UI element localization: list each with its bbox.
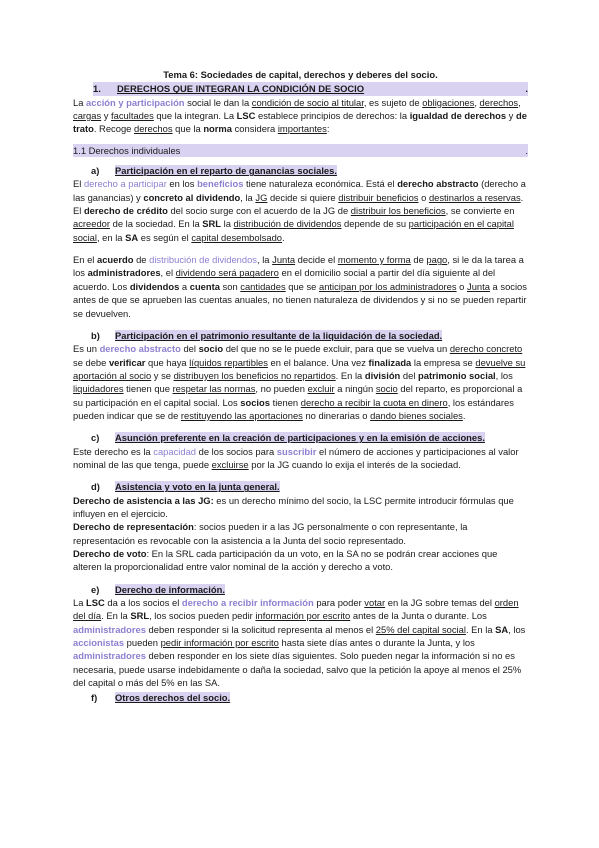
subheading-e: e) Derecho de información. — [91, 583, 225, 595]
subsection-heading-1-1 — [73, 144, 528, 157]
subheading-d: d) Asistencia y voto en la junta general. — [91, 481, 280, 493]
paragraph-d-representacion: Derecho de representación: socios pueden ir a las JG personalmente o con representante, la representación es revocable con la asistencia a la Junta del socio representado. — [73, 521, 468, 546]
subheading-b: b) Participación en el patrimonio resultante de la liquidación de la sociedad. — [91, 329, 443, 341]
paragraph-d-asistencia: Derecho de asistencia a las JG: es un derecho mínimo del socio, la LSC permite introducir fórmulas que influyen en el ejercicio. — [73, 494, 514, 519]
subheading-a: a) Participación en el reparto de ganancias sociales. — [91, 165, 337, 177]
intro-paragraph: La acción y participación social le dan la condición de socio al titular, es sujeto de obligaciones, derechos, cargas y facultades que la integran. La LSC establece principios de derechos: la igualdad de derechos y de trato. Recoge derechos que la norma considera importantes: — [73, 96, 527, 135]
subsection-title: 1.1 Derechos individuales — [73, 144, 181, 156]
page-title: Tema 6: Sociedades de capital, derechos y deberes del socio. — [163, 69, 438, 80]
paragraph-a-2: En el acuerdo de distribución de dividendos, la Junta decide el momento y forma de pago, si le da la tarea a los administradores, el dividendo será pagadero en el domicilio social a partir del día siguiente al del acuerdo. Los dividendos a cuenta son cantidades que se anticipan por los administradores o Junta a socios antes de que se aprueben las cuentas anuales, no tienen naturaleza de dividendos y si no se pueden repartir se devuelven. — [73, 254, 527, 319]
section-number: 1. — [93, 83, 101, 95]
subsection-dot: . — [525, 144, 528, 156]
paragraph-a-1: El derecho a participar en los beneficios tiene naturaleza económica. Está el derecho abstracto (derecho a las ganancias) y concreto al dividendo, la JG decide si quiere distribuir beneficios o destinarlos a reservas. El derecho de crédito del socio surge con el acuerdo de la JG de distribuir los beneficios, se convierte en acreedor de la sociedad. En la SRL la distribución de dividendos depende de su participación en el capital social, en la SA es según el capital desembolsado. — [73, 178, 526, 243]
section-title: DERECHOS QUE INTEGRAN LA CONDICIÓN DE SOCIO — [117, 83, 365, 95]
document-content — [73, 68, 528, 705]
section-dot: . — [525, 83, 528, 95]
subheading-c: c) Asunción preferente en la creación de participaciones y en la emisión de acciones. — [91, 432, 485, 444]
paragraph-b-1: Es un derecho abstracto del socio del que no se le puede excluir, para que se vuelva un derecho concreto se debe verificar que haya líquidos repartibles en el balance. Una vez finalizada la empresa se devuelve su aportación al socio y se distribuyen los beneficios no repartidos. En la división del patrimonio social, los liquidadores tienen que respetar las normas, no pueden excluir a ningún socio del reparto, es proporcional a su participación en el capital social. Los socios tienen derecho a recibir la cuota en dinero, los estándares pueden indicar que se de restituyendo las aportaciones no dinerarias o dando bienes sociales. — [73, 343, 526, 421]
section-heading-1 — [93, 82, 528, 95]
subheading-f: f) Otros derechos del socio. — [91, 692, 231, 704]
paragraph-e-1: La LSC da a los socios el derecho a recibir información para poder votar en la JG sobre temas del orden del día. En la SRL, los socios pueden pedir información por escrito antes de la Junta o durante. Los administradores deben responder si la solicitud representa al menos el 25% del capital social. En la SA, los accionistas pueden pedir información por escrito hasta siete días antes o durante la Junta, y los administradores deben responder en los siete días siguientes. Solo pueden negar la información si no es necesaria, puede usarse indebidamente o daña la sociedad, salvo que la petición la apoye al menos el 25% del capital o más del 5% en las SA. — [73, 597, 526, 689]
paragraph-d-voto: Derecho de voto: En la SRL cada participación da un voto, en la SA no se podrán crear acciones que alteren la proporcionalidad entre valor nominal de la acción y derecho a voto. — [73, 548, 498, 573]
paragraph-c-1: Este derecho es la capacidad de los socios para suscribir el número de acciones y participaciones al valor nominal de las que tenga, puede excluirse por la JG cuando lo exija el interés de la sociedad. — [73, 445, 519, 470]
